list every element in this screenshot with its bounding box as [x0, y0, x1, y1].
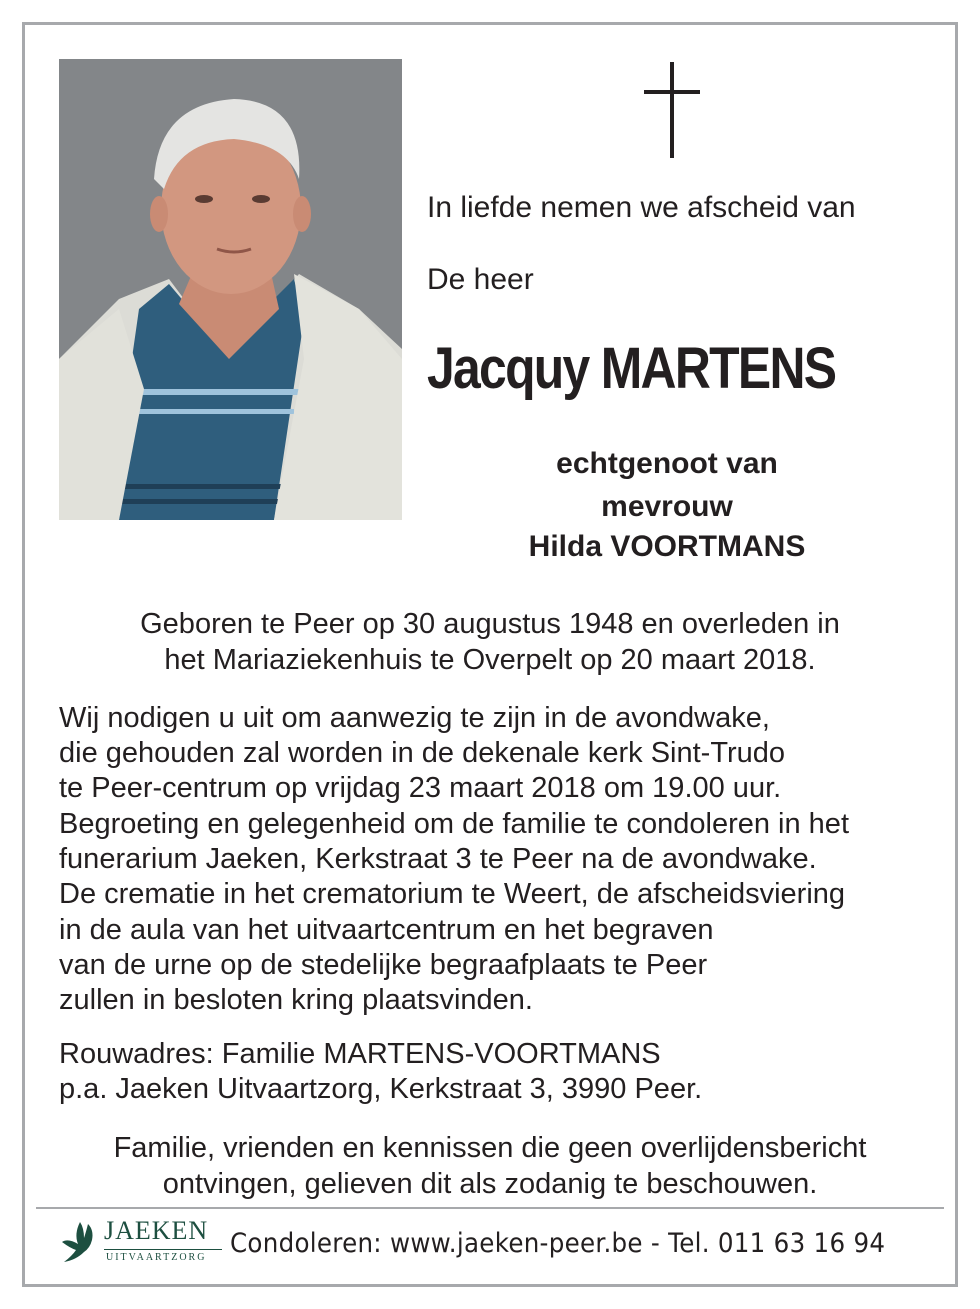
invitation-line: funerarium Jaeken, Kerkstraat 3 te Peer na de avondwake. [59, 843, 817, 875]
cross-icon [644, 62, 700, 158]
spouse-line-2: mevrouw [601, 490, 733, 523]
notice-line-2: ontvingen, gelieven dit als zodanig te beschouwen. [162, 1168, 818, 1200]
portrait-photo [59, 59, 402, 520]
intro-text: In liefde nemen we afscheid van [427, 191, 856, 224]
jaeken-logo [60, 1216, 230, 1268]
invitation-line: Wij nodigen u uit om aanwezig te zijn in de avondwake, [59, 702, 770, 734]
invitation-line: die gehouden zal worden in de dekenale kerk Sint-Trudo [59, 737, 786, 769]
logo-subtitle: UITVAARTZORG [106, 1252, 207, 1263]
invitation-line: te Peer-centrum op vrijdag 23 maart 2018 om 19.00 uur. [59, 772, 782, 804]
address-line-2: p.a. Jaeken Uitvaartzorg, Kerkstraat 3, 3990 Peer. [59, 1073, 703, 1105]
invitation-line: in de aula van het uitvaartcentrum en het begraven [59, 914, 714, 946]
address-line-1: Rouwadres: Familie MARTENS-VOORTMANS [59, 1038, 661, 1070]
birth-line-1: Geboren te Peer op 30 augustus 1948 en overleden in [140, 608, 840, 640]
birth-line-2: het Mariaziekenhuis te Overpelt op 20 maart 2018. [164, 644, 816, 676]
logo-divider [104, 1249, 222, 1250]
invitation-line: Begroeting en gelegenheid om de familie te condoleren in het [59, 808, 849, 840]
dove-icon [60, 1218, 100, 1264]
deceased-name: Jacquy MARTENS [427, 336, 836, 401]
invitation-line: van de urne op de stedelijke begraafplaats te Peer [59, 949, 708, 981]
invitation-line: zullen in besloten kring plaatsvinden. [59, 984, 533, 1016]
notice-line-1: Familie, vrienden en kennissen die geen overlijdensbericht [113, 1132, 867, 1164]
footer-divider [36, 1207, 944, 1209]
logo-name: JAEKEN [104, 1216, 209, 1245]
spouse-line-1: echtgenoot van [556, 447, 778, 480]
condolence-contact: Condoleren: www.jaeken-peer.be - Tel. 011 63 16 94 [230, 1228, 886, 1259]
invitation-line: De crematie in het crematorium te Weert, de afscheidsviering [59, 878, 846, 910]
spouse-name: Hilda VOORTMANS [528, 530, 806, 563]
honorific: De heer [427, 263, 534, 296]
